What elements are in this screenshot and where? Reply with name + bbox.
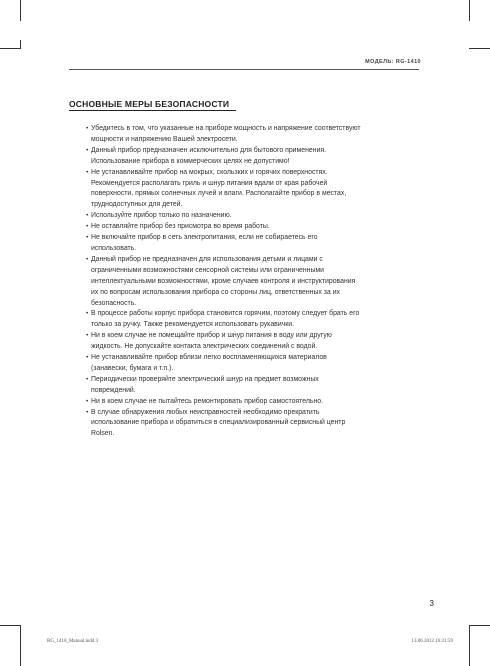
crop-mark <box>0 48 21 49</box>
bullet-icon: • <box>86 234 89 242</box>
title-underline <box>69 110 236 111</box>
safety-item-line: интеллектуальными возможностями, кроме случаев контроля и инструктирования <box>91 277 356 285</box>
header-rule <box>69 69 419 70</box>
safety-item-line: В процессе работы корпус прибора становится горячим, поэтому следует брать его <box>91 310 360 318</box>
crop-mark <box>469 625 470 666</box>
safety-item-line: ограниченными возможностями сенсорной системы или ограниченными <box>91 266 325 274</box>
safety-item-line: Не устанавливайте прибор вблизи легко воспламеняющихся материалов <box>91 354 327 362</box>
safety-item-line: Не включайте прибор в сеть электропитания, если не собираетесь его <box>91 234 318 242</box>
bullet-icon: • <box>86 212 89 220</box>
safety-item <box>69 397 421 408</box>
footer-file: RG_1410_Manual.indd 3 <box>47 639 99 644</box>
safety-item <box>69 168 421 212</box>
bullet-icon: • <box>86 125 89 132</box>
safety-item <box>69 146 421 168</box>
safety-item-line: Ни в коем случае не пытайтесь ремонтировать прибор самостоятельно. <box>91 397 324 405</box>
safety-item-line: повреждений. <box>91 386 136 394</box>
model-label: МОДЕЛЬ: RG-1410 <box>365 59 421 65</box>
bullet-icon: • <box>86 168 89 176</box>
safety-item-line: Используйте прибор только по назначению. <box>91 212 232 220</box>
page-number: 3 <box>429 599 434 608</box>
safety-item-line: использование прибора и обратиться в специализированный сервисный центр <box>91 419 346 427</box>
bullet-icon: • <box>86 223 89 231</box>
safety-item <box>69 233 421 255</box>
safety-item-line: (занавески, бумага и т.п.). <box>91 364 174 372</box>
footer-timestamp: 13.06.2012 16:21:59 <box>411 639 453 644</box>
section-title: ОСНОВНЫЕ МЕРЫ БЕЗОПАСНОСТИ <box>69 99 230 109</box>
safety-item-line: Не оставляйте прибор без присмотра во время работы. <box>91 223 270 231</box>
safety-item-line: использовать. <box>91 244 137 252</box>
safety-item-line: жидкость. Не допускайте контакта электрических соединений с водой. <box>91 343 318 351</box>
safety-item-line: их по вопросам использования прибора со стороны лиц, ответственных за их <box>91 288 340 296</box>
bullet-icon: • <box>86 255 89 263</box>
bullet-icon: • <box>86 310 89 318</box>
bullet-icon: • <box>86 332 89 340</box>
bullet-icon: • <box>86 146 89 154</box>
safety-item <box>69 353 421 375</box>
safety-item-line: Рекомендуется располагать гриль и шнур питания вдали от края рабочей <box>91 179 328 187</box>
crop-mark <box>20 625 21 666</box>
safety-item-line: Использование прибора в коммерческих целях не допустимо! <box>91 157 290 165</box>
bullet-icon: • <box>86 408 89 416</box>
safety-item <box>69 255 421 310</box>
safety-item <box>69 331 421 353</box>
bullet-icon: • <box>86 375 89 383</box>
safety-item <box>69 211 421 222</box>
crop-mark <box>469 48 490 49</box>
crop-mark <box>20 0 21 21</box>
safety-item <box>69 375 421 397</box>
bullet-icon: • <box>86 397 89 405</box>
crop-mark <box>469 625 490 626</box>
safety-item <box>69 222 421 233</box>
safety-item-line: В случае обнаружения любых неисправностей необходимо прекратить <box>91 408 320 416</box>
crop-mark <box>0 625 21 626</box>
safety-item-line: Rolsen. <box>91 430 115 438</box>
safety-item <box>69 309 421 331</box>
safety-item-line: Не устанавливайте прибор на мокрых, скользких и горячих поверхностях. <box>91 168 328 176</box>
crop-mark <box>469 0 470 21</box>
safety-list <box>69 124 421 440</box>
safety-item-line: Данный прибор не предназначен для использования детьми и лицами с <box>91 255 323 263</box>
safety-item-line: труднодоступных для детей. <box>91 201 183 209</box>
safety-item <box>69 124 421 146</box>
safety-item-line: поверхности, прямых солнечных лучей и влаги. Располагайте прибор в местах, <box>91 190 347 198</box>
safety-item-line: мощности и напряжению Вашей электросети. <box>91 135 238 143</box>
safety-item-line: Ни в коем случае не помещайте прибор и шнур питания в воду или другую <box>91 332 332 340</box>
safety-item-line: безопасность. <box>91 299 137 307</box>
bullet-icon: • <box>86 354 89 362</box>
safety-item-line: Убедитесь в том, что указанные на приборе мощность и напряжение соответствуют <box>91 125 361 132</box>
safety-item <box>69 408 421 441</box>
safety-item-line: Данный прибор предназначен исключительно для бытового применения. <box>91 146 327 154</box>
safety-item-line: только за ручку. Также рекомендуется использовать рукавички. <box>91 321 295 329</box>
safety-item-line: Периодически проверяйте электрический шнур на предмет возможных <box>91 375 319 383</box>
